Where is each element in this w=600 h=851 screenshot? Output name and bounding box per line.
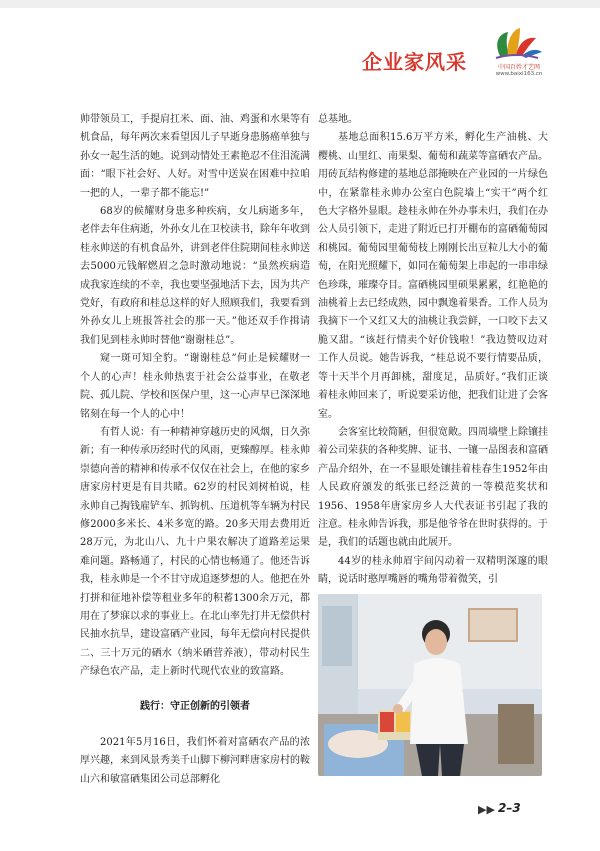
paragraph: 会客室比较简陋，但很宽敞。四周墙壁上除镶挂着公司荣获的各种奖牌、证书、一镶一品图表和富硒产品介绍外，在一不显眼处镶挂着桂春生1952年由人民政府颁发的纸张已经泛黄的一等模范奖状和1956、1958年唐家房乡人大代表证书引起了我的注意。桂永帅告诉我，那是他爷爷在世时获得的。于是，我们的话题也就由此展开。 [318, 426, 548, 549]
site-logo [486, 26, 546, 66]
top-edge-bar [0, 0, 600, 8]
paragraph: 基地总面积15.6万平方米，孵化生产油桃、大樱桃、山里红、南果梨、葡萄和蔬菜等富硒农产品。用砖瓦结构修建的基地总部掩映在产业园的一片绿色中，在紧靠桂永帅办公室白色院墙上“实干”两个红色大字格外显眼。趁桂永帅在外办事未归，我们在办公人员引领下，走进了附近已打开棚布的富硒葡萄园和桃园。葡萄园里葡萄枝上刚刚长出豆粒儿大小的葡萄，在阳光照耀下，如同在葡萄架上串起的一串串绿色珍珠，璀璨夺目。富硒桃园里硕果累累，红艳艳的油桃着上去已经成熟，园中飘逸着果香。工作人员为我摘下一个又红又大的油桃让我尝鲜，一口咬下去又脆又甜。“该赶行情卖个好价钱啦！”我边赞叹边对工作人员说。她告诉我，“桂总说不要行情要品质，等十天半个月再卸桃，甜度足，品质好。”我们正谈着桂永帅回来了，听说要采访他，把我们让进了会客室。 [318, 132, 548, 420]
logo-name: 中国百姓才艺网 [497, 64, 540, 71]
paragraph: 总基地。 [318, 114, 358, 125]
left-column [80, 111, 310, 789]
paragraph: 窥一斑可知全豹。“谢谢桂总”何止是候耀财一个人的心声！桂永帅热衷于社会公益事业，在敬老院、孤儿院、学校和医保户里，这一心声早已深深地铭刻在每一个人的心中！ [80, 353, 310, 420]
paragraph: 68岁的候耀财身患多种疾病，女儿病逝多年，老伴去年住病逝，外孙女儿在卫校读书，除年年收到桂永帅送的有机食品外，讲到老伴住院期间桂永帅送去5000元钱解燃眉之急时激动地说：“虽然疾病造成我家连续的不幸，我也要坚强地活下去，因为共产党好，有政府和桂总这样的好人照顾我们，我要看到外孙女儿上班报答社会的那一天。”他还双手作揖请我们见到桂永帅时替他“谢谢桂总”。 [80, 206, 310, 346]
paragraph: 44岁的桂永帅眉宇间闪动着一双精明深邃的眼睛，说话时憨厚嘴唇的嘴角带着微笑，引 [318, 555, 548, 586]
page-number: 2–3 [498, 801, 521, 815]
section-title: 企业家风采 [362, 50, 467, 74]
right-column [318, 111, 548, 590]
logo-url: www.baixi163.cn [495, 71, 543, 77]
subheading: 践行：守正创新的引领者 [140, 700, 250, 712]
article-photo [318, 594, 542, 776]
paragraph: 有哲人说：有一种精神穿越历史的风烟，日久弥新；有一种传承历经时代的风雨，更臻醇厚。桂永帅崇德向善的精神和传承不仅仅在社会上，在他的家乡唐家房村更是有目共睹。62岁的村民刘树柏说，桂永帅自己掏钱雇铲车、抓钩机、压道机等车辆为村民修2000多米长、4米多宽的路。20多天用去费用近28万元，为北山八、九十户果农解决了道路差运果难问题。路畅通了，村民的心情也畅通了。他还告诉我，桂永帅是一个不甘守成追逐梦想的人。他把在外打拼和征地补偿等租业多年的积蓄1300余万元，都用在了梦寐以求的事业上。在北山率先打井无偿供村民抽水抗旱，建设富硒产业园，每年无偿向村民提供二、三十万元的硒水（纳米硒营养液），带动村民生产绿色农产品，走上新时代现代农业的致富路。 [80, 426, 310, 678]
paragraph: 帅带领员工，手提肩扛米、面、油、鸡蛋和水果等有机食品，每年两次来看望因儿子早逝身患肠癌单独与孙女一起生活的她。说到动情处王素艳忍不住泪流满面：“眼下社会好、人好。对雪中送炭在困难中拉咱一把的人，一辈子都不能忘!” [80, 114, 310, 199]
next-page-arrow: ▶▶ [478, 803, 495, 816]
paragraph: 2021年5月16日，我们怀着对富硒农产品的浓厚兴趣，来到风景秀美千山脚下柳河畔唐家房村的鞍山六和敏富硒集团公司总部孵化 [80, 737, 310, 785]
